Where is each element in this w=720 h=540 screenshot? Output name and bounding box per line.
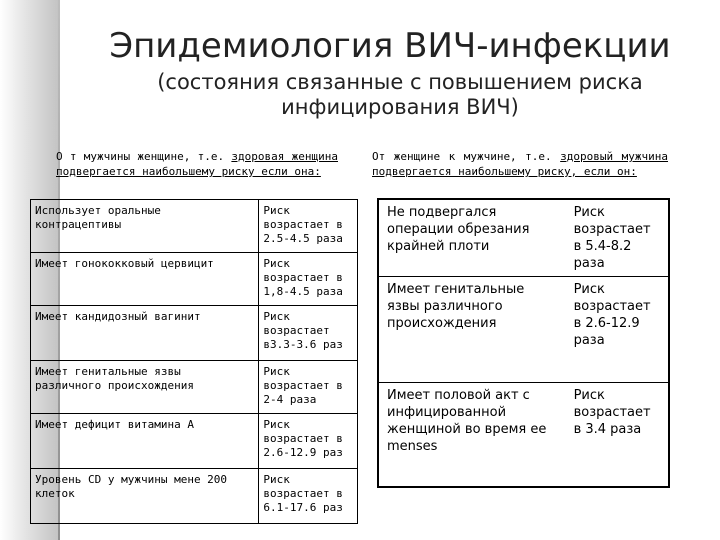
male-risk-table — [377, 198, 670, 488]
right-intro — [372, 149, 668, 179]
condition-cell: Имеет генитальные язвы различного происхождения — [378, 277, 566, 383]
table-row — [31, 253, 358, 306]
table-row — [378, 277, 669, 383]
condition-cell: Имеет генитальные язвы различного происхождения — [31, 361, 259, 414]
slide-subtitle: (состояния связанные с повышением риска инфицирования ВИЧ) — [157, 70, 643, 119]
risk-cell: Риск возрастает в 5.4-8.2 раза — [566, 199, 669, 277]
left-intro-underlined: здоровая женщина подвергается наибольшему риску если она: — [56, 150, 338, 178]
risk-cell: Риск возрастает в 2-4 раза — [259, 361, 358, 414]
condition-cell: Не подвергался операции обрезания крайней плоти — [378, 199, 566, 277]
female-risk-table — [30, 199, 358, 524]
table-row — [31, 469, 358, 524]
risk-cell: Риск возрастает в 2.5-4.5 раза — [259, 200, 358, 253]
risk-cell: Риск возрастает в 1,8-4.5 раза — [259, 253, 358, 306]
table-row — [31, 361, 358, 414]
table-row — [31, 200, 358, 253]
left-intro-plain: О т мужчины женщине, т.е. — [56, 150, 232, 163]
risk-cell: Риск возрастает в 6.1-17.6 раз — [259, 469, 358, 524]
table-row — [31, 306, 358, 361]
table-row — [31, 414, 358, 469]
table-row — [378, 199, 669, 277]
risk-cell: Риск возрастает в3.3-3.6 раз — [259, 306, 358, 361]
risk-cell: Риск возрастает в 2.6-12.9 раза — [566, 277, 669, 383]
right-intro-underlined: здоровый мужчина подвергается наибольшему риску, если он: — [372, 150, 669, 178]
condition-cell: Имеет гонококковый цервицит — [31, 253, 259, 306]
condition-cell: Имеет дефицит витамина А — [31, 414, 259, 469]
condition-cell: Имеет кандидозный вагинит — [31, 306, 259, 361]
risk-cell: Риск возрастает в 2.6-12.9 раз — [259, 414, 358, 469]
condition-cell: Уровень CD у мужчины мене 200 клеток — [31, 469, 259, 524]
right-intro-plain: От женщине к мужчине, т.е. — [372, 150, 561, 163]
risk-cell: Риск возрастает в 3.4 раза — [573, 388, 651, 437]
condition-cell: Имеет половой акт с инфицированной женщиной во время ее menses — [387, 388, 547, 454]
table-row — [378, 383, 669, 487]
slide-title: Эпидемиология ВИЧ-инфекции — [109, 26, 671, 66]
condition-cell: Использует оральные контрацептивы — [31, 200, 259, 253]
left-intro — [56, 149, 338, 179]
